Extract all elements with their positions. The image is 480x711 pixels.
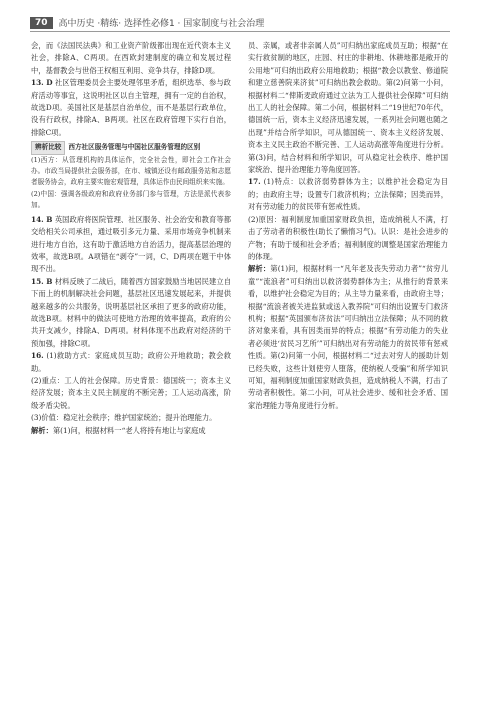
paragraph-text: (1)救助方式：家庭成员互助；政府公开地救助；教会救助。 [31, 351, 231, 373]
answer-item [31, 77, 231, 139]
explanation-label: 解析： [248, 264, 271, 274]
text-paragraph: (2)重点：工人的社会保障。历史背景：德国统一；资本主义经济发展；资本主义民主制度的不断完善；工人运动高涨，阶级矛盾尖锐。 [31, 375, 231, 410]
text-paragraph: (2)原因：福利制度加重国家财政负担，造成纳税人不满，打击了劳动者的积极性(助长了懒惰习气)。认识：是社会进步的产物；有助于缓和社会矛盾；福利制度的调整是国家治理能力的体现。 [248, 214, 448, 261]
note-subtitle: 西方社区服务管理与中国社区服务管理的区别 [68, 143, 201, 152]
paragraph-text: 材料反映了二战后，随着西方国家鼓励当地居民建立自下而上的机制解决社会问题，基层社区迅速发展起来，并提供越来越多的公共服务，说明基层社区承担了更多的政府功能，故选B项。材料中的做法可使地方治理的效率提高，政府的公共开支减少，排除A、D两项。材料体现不出政府对经济的干预加强，排除C项。 [31, 276, 232, 348]
note-title: 辨析比较 [31, 141, 65, 154]
question-number: 15. B [31, 276, 53, 286]
answer-item [248, 176, 448, 213]
paragraph-text: 社区管理委员会主要处理邻里矛盾，组织选举、参与政府活动等事宜，这说明社区以自主管理，拥有一定的自治权，故选D项。美国社区是基层自治单位，而不是基层行政单位，没有行政权，排除A、B两项。社区在政府管理下实行自治，排除C项。 [31, 78, 231, 137]
answer-item [31, 276, 231, 350]
question-number: 14. B [31, 214, 53, 224]
answer-item [31, 350, 231, 375]
answer-item [31, 214, 231, 276]
analysis-note [31, 141, 231, 211]
question-number: 13. D [31, 78, 53, 88]
question-number: 17. [248, 177, 261, 187]
explanation-paragraph [248, 263, 448, 412]
text-paragraph: (3)价值：稳定社会秩序；维护国家统治；提升治理能力。 [31, 413, 217, 423]
paragraph-text: 第(1)问，根据材料一“凡年老及丧失劳动力者”“贫穷儿童”“流浪者”可归纳出以救济弱势群体为主；从推行的背景来看，以维护社会稳定为目的；从主导力量来看，由政府主导；根据“流浪者被关进监狱或送入教养院”可归纳出设置专门救济机构；根据“英国颁布济贫法”可归纳出立法保障；从不同的救济对象来看，具有因类而异的特点；根据“有劳动能力的失业者必须进‘贫民习艺所’”可归纳出对有劳动能力的贫民带有惩戒性质。第(2)问第一小问，根据材料二“过去对穷人的援助计划已经失败，这些计划使穷人堕落，使纳税人受骗”和所学知识可知，福利制度加重国家财政负担，造成纳税人不满，打击了劳动者积极性。第二小问，可从社会进步、缓和社会矛盾、国家治理能力等角度进行分析。 [248, 264, 448, 410]
page-number: 70 [30, 17, 53, 29]
page-header [30, 14, 450, 32]
paragraph-text: 第(1)问，根据材料一“老人将持有地让与家庭成 [52, 425, 206, 435]
paragraph-text: (1)特点：以救济弱势群体为主；以维护社会稳定为目的；由政府主导；设置专门救济机构；立法保障；因类而异，对有劳动能力的贫民带有惩戒性质。 [248, 177, 448, 212]
book-title: 高中历史 ·精练· 选择性必修1 · 国家制度与社会治理 [58, 19, 265, 29]
explanation-label: 解析： [31, 425, 53, 435]
text-paragraph: 会，而《法国民法典》和工业资产阶级都出现在近代资本主义社会，排除A、C两项。在西欧封建制度的确立和发展过程中，基督教会与世俗王权相互利用、竞争共存，排除D项。 [31, 41, 231, 75]
question-number: 16. [31, 351, 44, 361]
paragraph-text: 英国政府将医院管理、社区服务、社会治安和教育等都交给相关公司承担，通过吸引多元力量、采用市场竞争机制来进行地方自治，这有助于激活地方自治活力，提高基层治理的效率，故选B项。A项错在“剥夺”一词，C、D两项在题干中体现不出。 [31, 214, 232, 274]
note-line: (2)中国：强调各级政府和政府业务部门参与管理，方法是派代表参加。 [31, 189, 231, 210]
left-column [31, 40, 231, 437]
text-paragraph: 员、亲属，或者非亲属人员”可归纳出家庭成员互助；根据“在实行救贫制的地区，庄园、村庄的非耕地、休耕地都是敞开的公用地”可归纳出政府公用地救助；根据“教会以教堂、修道院和建立慈善院来济贫”可归纳出教会救助。第(2)问第一小问，根据材料二“俾斯麦政府通过立法为工人提供社会保障”可归纳出工人的社会保障。第二小问，根据材料二“19世纪70年代，德国统一后，资本主义经济迅速发展，一系列社会问题也随之出现”并结合所学知识，可从德国统一、资本主义经济发展、资本主义民主政治不断完善、工人运动高涨等角度进行分析。第(3)问，结合材料和所学知识，可从稳定社会秩序、维护国家统治、提升治理能力等角度回答。 [248, 41, 448, 175]
right-column [248, 40, 448, 412]
explanation-paragraph [31, 425, 231, 437]
note-line: (1)西方：从管理机构的具体运作，完全社会性，即社会工作社会办。市政当局提供社会服务部，在市、城镇还设有邮政服务站和志愿者服务协会，政府主要实施宏观管理，具体运作由民间组织来实施。 [31, 155, 231, 187]
